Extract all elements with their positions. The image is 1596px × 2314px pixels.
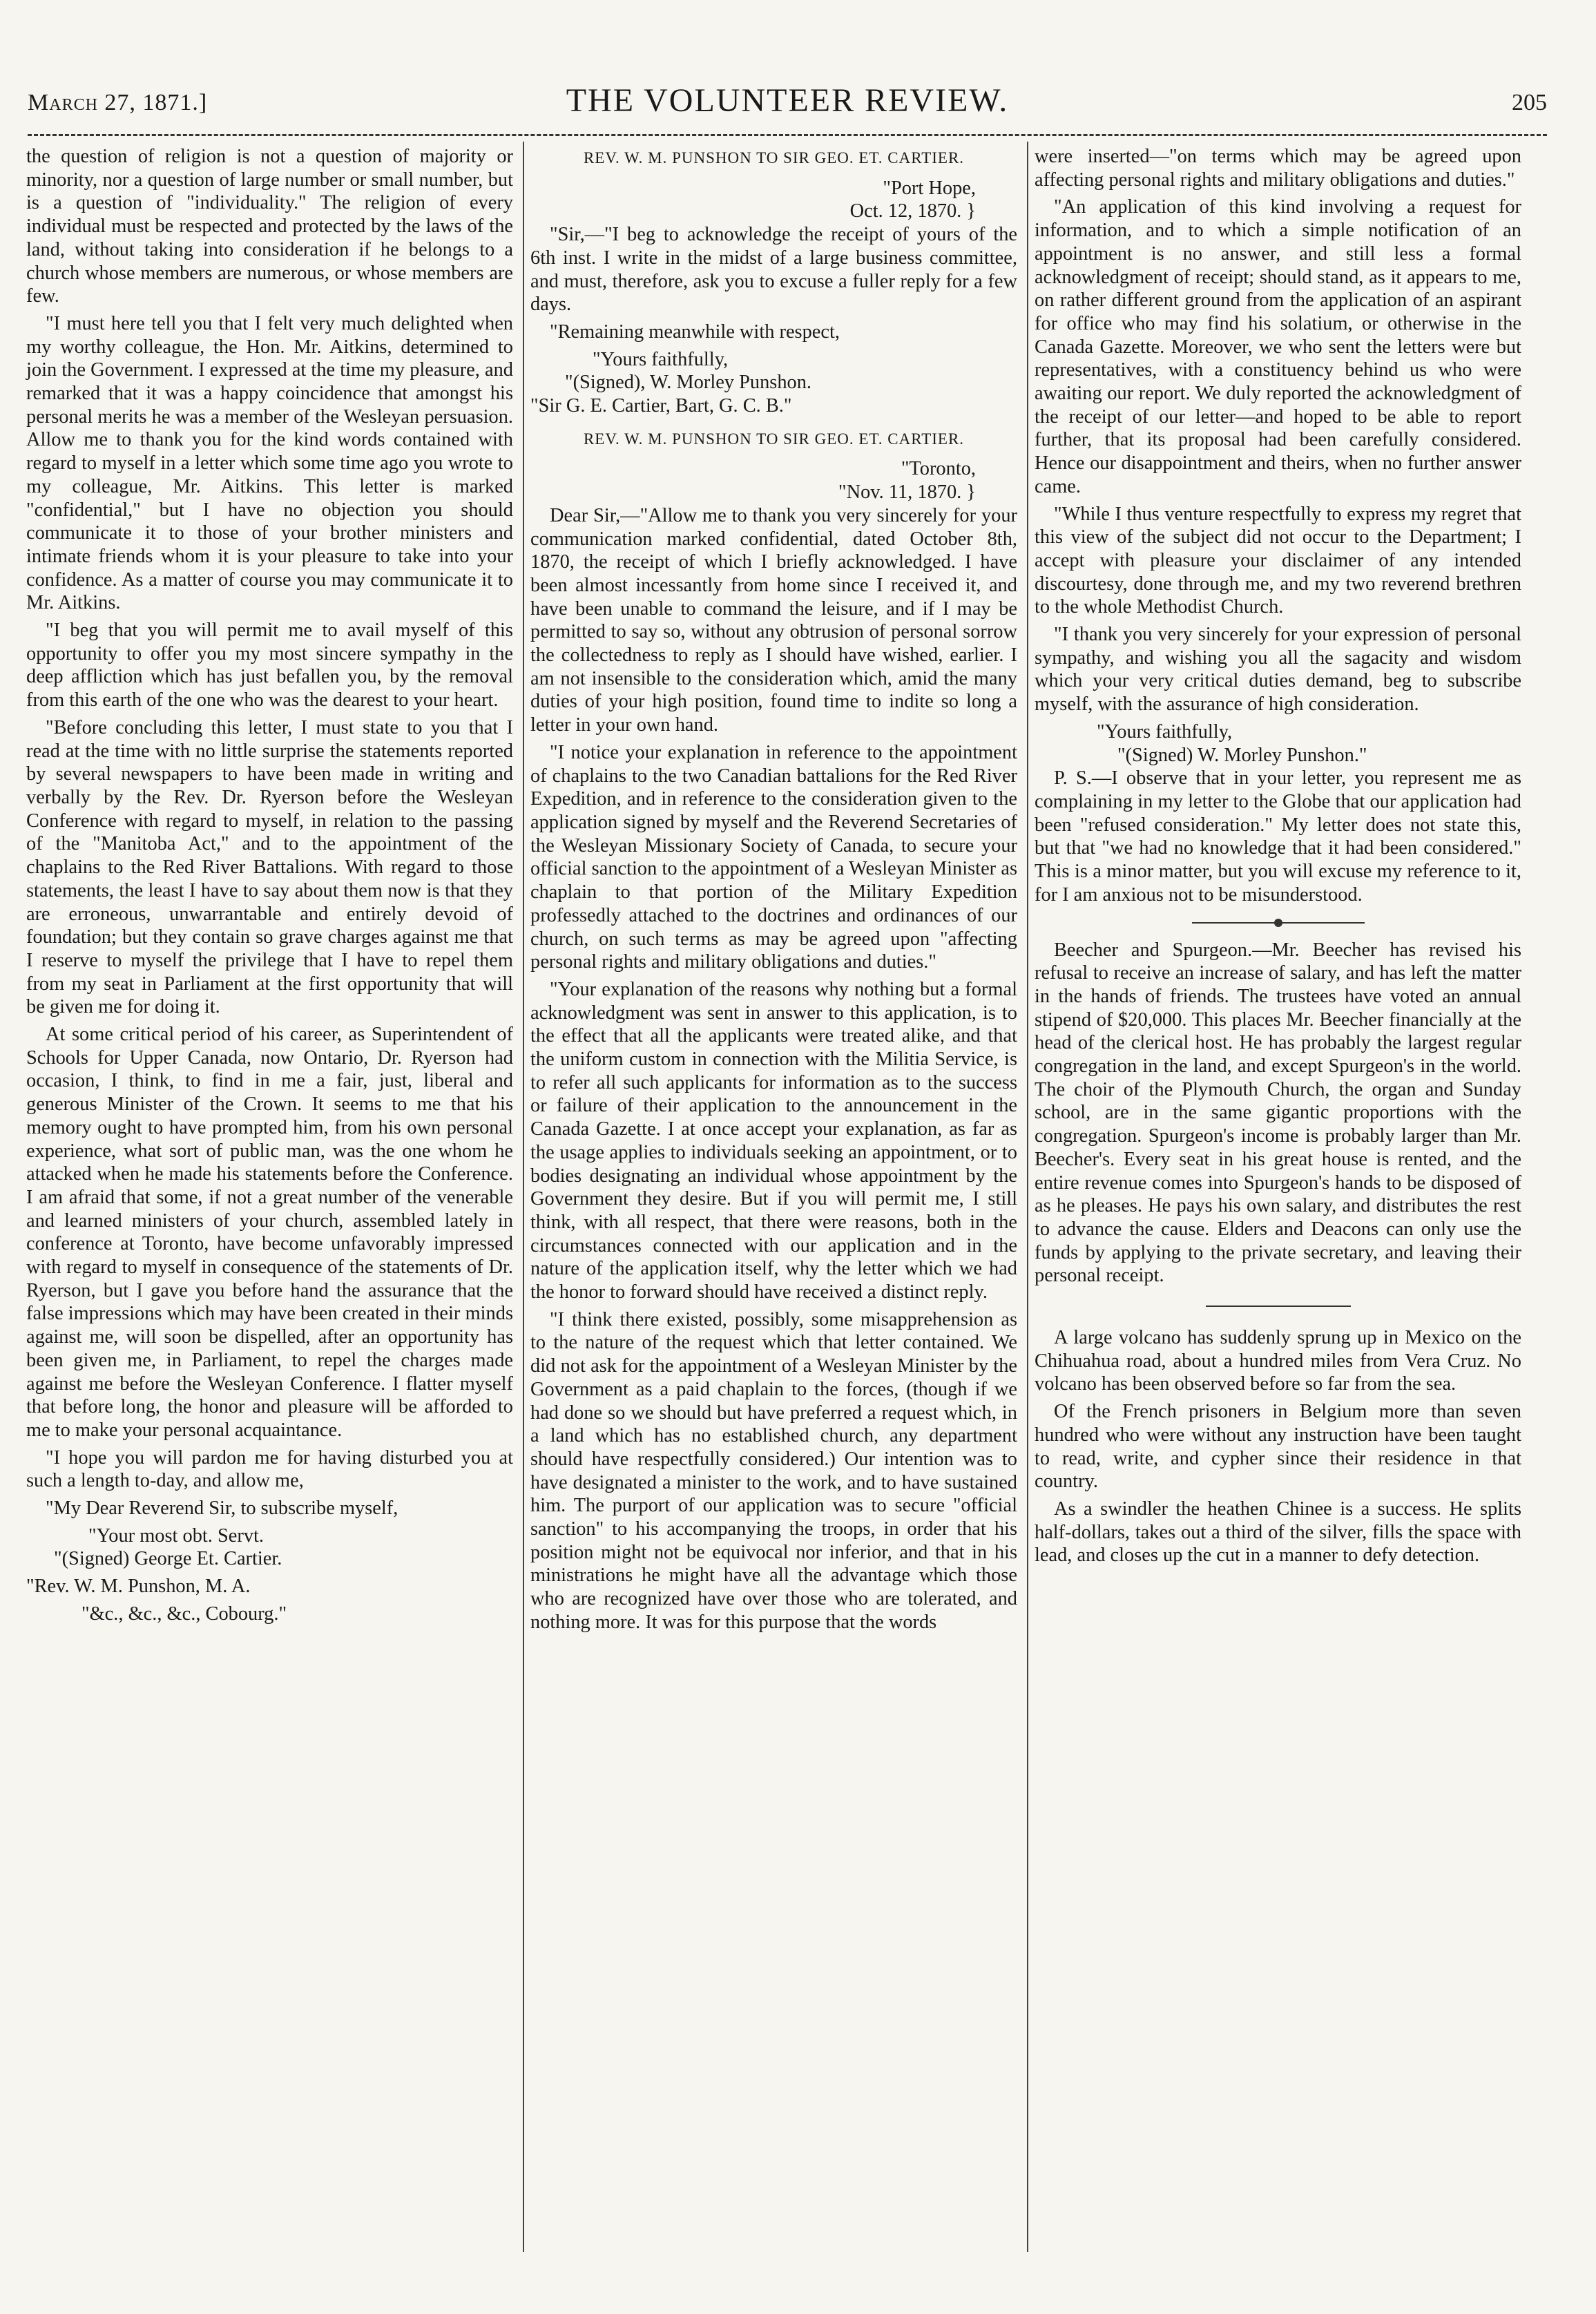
page-number: 205 — [1512, 90, 1547, 115]
masthead-rule — [28, 134, 1547, 136]
paragraph: "I hope you will pardon me for having disturbed you at such a length to-day, and allow me, — [26, 1446, 513, 1492]
letter-place: "Port Hope, — [883, 177, 976, 199]
letter-closing: "Yours faithfully, — [1097, 720, 1233, 743]
paragraph: the question of religion is not a question of majority or minority, nor a question of large number or small number, but is a question of "individuality." The religion of every individual must be respected and protected by the laws of the land, without taking into consideration if he belongs to a church whose members are numerous, or whose members are few. — [26, 146, 513, 307]
paragraph: "I think there existed, possibly, some misapprehension as to the nature of the request which that letter contained. We did not ask for the appointment of a Wesleyan Minister by the Government as a paid chaplain to the forces, (though if we had done so we should but have preferred a request which, in a land which has no established church, any department should have respectfully considered.) Our intention was to have designated a minister to the work, and to have sustained him. The purport of our application was to secure "official sanction" to his accompanying the troops, in order that his position might not be equivocal nor inferior, and that in his ministrations he might have all the advantage which those who are recognized have over those who are tolerated, and nothing more. It was for this purpose that the words — [530, 1308, 1017, 1633]
column-divider — [523, 142, 524, 2252]
paragraph: "I notice your explanation in reference to the appointment of chaplains to the two Canadian battalions for the Red River Expedition, and in reference to the consideration given to the application signed by myself and the Reverend Secretaries of the Wesleyan Missionary Society of Canada, to secure your official sanction to the appointment of a Wesleyan Minister as chaplain to that portion of the Military Expedition professedly attached to the doctrines and ordinances of our church, on such terms as may be agreed upon "affecting personal rights and military obligations and duties." — [530, 741, 1017, 973]
paragraph: "While I thus venture respectfully to express my regret that this view of the subject did not occur to the Department; I accept with pleasure your disclaimer of any intended discourtesy, done through me, and my two reverend brethren to the whole Methodist Church. — [1035, 503, 1521, 618]
paragraph: "Before concluding this letter, I must state to you that I read at the time with no little surprise the statements reported by several newspapers to have been made in writing and verbally by the Rev. Dr. Ryerson before the Wesleyan Conference with regard to myself, in relation to the passing of the "Manitoba Act," and to the appointment of the chaplains to the Red River Battalions. With regard to those statements, the least I have to say about them now is that they are erroneous, unwarrantable and entirely devoid of foundation; but they contain so grave charges against me that I reserve to myself the privilege that I have to repel them from my seat in Parliament at the first opportunity that will be given me for doing it. — [26, 716, 513, 1018]
masthead — [28, 69, 1547, 124]
article-swindler: As a swindler the heathen Chinee is a success. He splits half-dollars, takes out a third of the silver, fills the space with lead, and closes up the cut in a manner to defy detection. — [1035, 1498, 1521, 1567]
letter-address: "Rev. W. M. Punshon, M. A. — [26, 1576, 251, 1598]
issue-date: March 27, 1871.] — [28, 90, 208, 115]
article-volcano: A large volcano has suddenly sprung up in Mexico on the Chihuahua road, about a hundred miles from Vera Cruz. No volcano has been observed before so far from the sea. — [1035, 1327, 1521, 1395]
newspaper-title: THE VOLUNTEER REVIEW. — [566, 82, 1009, 119]
letter-closing: "Yours faithfully, — [593, 348, 729, 370]
letter-place: "Toronto, — [901, 458, 976, 480]
paragraph: At some critical period of his career, as Superintendent of Schools for Upper Canada, now Ontario, Dr. Ryerson had occasion, I think, to find in me a fair, just, liberal and generous Minister of the Crown. It seems to me that his memory ought to have prompted him, from his own personal experience, what sort of public man, was the one whom he attacked when he made his statements before the Conference. I am afraid that some, if not a great number of the venerable and learned ministers of your church, assembled lately in conference at Toronto, have become unfavorably impressed with regard to myself in consequence of the statements of Dr. Ryerson, but I gave you before hand the assurance that the false impressions which may have been created in their minds against me, will soon be dispelled, after an opportunity has been given me, in Parliament, to repel the charges made against me before the Wesleyan Conference. I flatter myself that before long, the honor and pleasure will be afforded to me to make your personal acquaintance. — [26, 1024, 513, 1441]
letter-date: Oct. 12, 1870. } — [849, 200, 976, 222]
letter-date: "Nov. 11, 1870. } — [838, 481, 976, 504]
column-1 — [26, 145, 513, 2273]
letter-address: "&c., &c., &c., Cobourg." — [81, 1603, 287, 1625]
separator-ornament — [1274, 919, 1282, 927]
letter-signature: "(Signed), W. Morley Punshon. — [565, 372, 812, 394]
letter-address: "Sir G. E. Cartier, Bart, G. C. B." — [530, 395, 792, 417]
letter-closing: "Your most obt. Servt. — [88, 1524, 265, 1547]
column-2 — [530, 145, 1017, 2273]
paragraph: "I thank you very sincerely for your expression of personal sympathy, and wishing you all the sagacity and wisdom which your very critical duties demand, beg to subscribe myself, with the assurance of high consideration. — [1035, 624, 1521, 716]
column-divider — [1027, 142, 1028, 2252]
paragraph: "I must here tell you that I felt very much delighted when my worthy colleague, the Hon. Mr. Aitkins, determined to join the Government. I expressed at the time my pleasure, and remarked that it was a happy coincidence that amongst his personal merits he was a member of the Wesleyan persuasion. Allow me to thank you for the kind words contained with regard to myself in a letter which some time ago you wrote to my colleague, Mr. Aitkins. This letter is marked "confidential," but I have no objection you should communicate it to those of your brother ministers and intimate friends whom it is your pleasure to take into your confidence. As a matter of course you may communicate it to Mr. Aitkins. — [26, 312, 513, 614]
paragraph: "My Dear Reverend Sir, to subscribe myself, — [46, 1498, 398, 1520]
section-separator — [1206, 1306, 1351, 1307]
section-separator — [1192, 922, 1365, 924]
paragraph: Dear Sir,—"Allow me to thank you very sincerely for your communication marked confidential, dated October 8th, 1870, the receipt of which I briefly acknowledged. I have been almost incessantly from home since I received it, and have been unable to command the leisure, and if I may be permitted to say so, without any obtrusion of personal sorrow the collectedness to reply as I should have wished, earlier. I am not insensible to the consideration which, amid the many duties of your high position, found time to indite so long a letter in your own hand. — [530, 504, 1017, 736]
paragraph: "Sir,—"I beg to acknowledge the receipt of yours of the 6th inst. I write in the midst of a large business committee, and must, therefore, ask you to excuse a fuller reply for a few days. — [530, 224, 1017, 316]
paragraph: P. S.—I observe that in your letter, you represent me as complaining in my letter to the Globe that our application had been "refused consideration." My letter does not state this, but that "we had no knowledge that it had been considered." This is a minor matter, but you will excuse my reference to it, for I am anxious not to be misunderstood. — [1035, 767, 1521, 906]
letter-heading: REV. W. M. PUNSHON TO SIR GEO. ET. CARTIER. — [583, 149, 965, 166]
paragraph: "Your explanation of the reasons why nothing but a formal acknowledgment was sent in answer to this application, is to the effect that all the applicants were treated alike, and that the uniform custom in connection with the Militia Service, is to refer all such applicants for information as to the success or failure of their application to the announcement in the Canada Gazette. I at once accept your explanation, as far as the usage applies to individuals seeking an appointment, or to bodies designating an individual whose appointment by the Government they desire. But if you will permit me, I still think, with all respect, that there were reasons, both in the circumstances connected with our application and in the nature of the application itself, why the letter which we had the honor to forward should have received a distinct reply. — [530, 978, 1017, 1303]
paragraph: were inserted—"on terms which may be agreed upon affecting personal rights and military obligations and duties." — [1035, 146, 1521, 191]
article-french-prisoners: Of the French prisoners in Belgium more than seven hundred who were without any instruction have been taught to read, write, and cypher since their residence in that country. — [1035, 1401, 1521, 1493]
paragraph: "I beg that you will permit me to avail myself of this opportunity to offer you my most sincere sympathy in the deep affliction which has just befallen you, by the removal from this earth of the one who was the dearest to your heart. — [26, 620, 513, 711]
column-3 — [1035, 145, 1521, 2273]
article-beecher-spurgeon: Beecher and Spurgeon.—Mr. Beecher has revised his refusal to receive an increase of salary, and has left the matter in the hands of friends. The trustees have voted an annual stipend of $20,000. This places Mr. Beecher financially at the head of the clerical host. He has probably the largest regular congregation in the land, and except Spurgeon's in the world. The choir of the Plymouth Church, the organ and Sunday school, are in the same gigantic proportions with the congregation. Spurgeon's income is probably larger than Mr. Beecher's. Every seat in his great house is rented, and the entire revenue comes into Spurgeon's hands to be disposed of as he pleases. He pays his own salary, and distributes the rest to advance the cause. Elders and Deacons can only use the funds by applying to the private secretary, and leaving their personal receipt. — [1035, 939, 1521, 1287]
letter-signature: "(Signed) W. Morley Punshon." — [1117, 744, 1367, 766]
paragraph: "An application of this kind involving a request for information, and to which a simple notification of an appointment is no answer, and still less a formal acknowledgment of receipt; should stand, as it appears to me, on rather different ground from the application of an aspirant for office who may find his solatium, or otherwise in the Canada Gazette. Moreover, we who sent the letters were but representatives, with a constituency behind us who were awaiting our report. We duly reported the acknowledgment of the receipt of our letter—and hoped to be able to report further, that its proposal had been carefully considered. Hence our disappointment and theirs, when no further answer came. — [1035, 196, 1521, 497]
paragraph: "Remaining meanwhile with respect, — [550, 321, 840, 343]
letter-signature: "(Signed) George Et. Cartier. — [54, 1548, 282, 1570]
letter-heading: REV. W. M. PUNSHON TO SIR GEO. ET. CARTIER. — [583, 430, 965, 448]
